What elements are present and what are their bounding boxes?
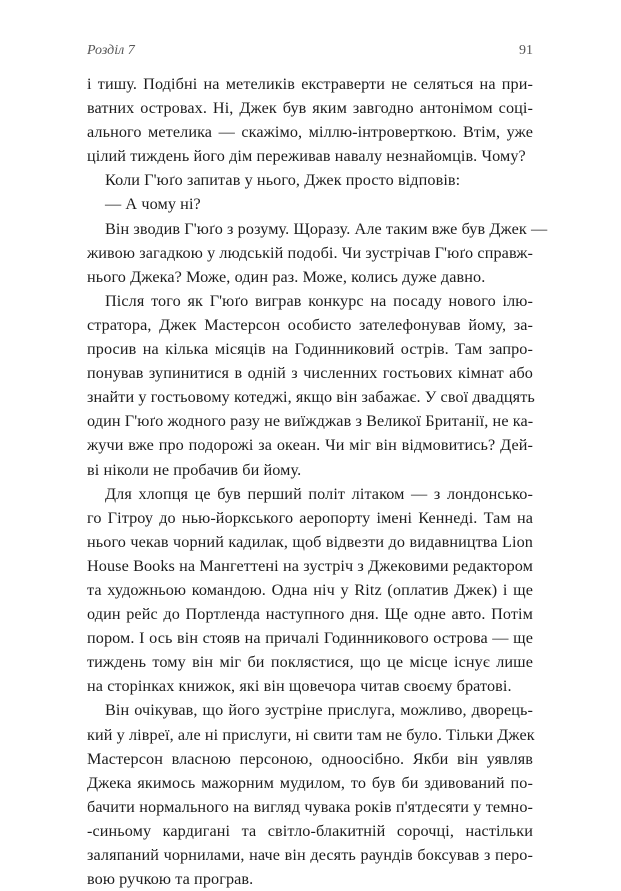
text-line: і тишу. Подібні на метеликів екстраверти не селяться на при-	[87, 75, 533, 93]
text-line: — А чому ні?	[105, 195, 201, 214]
text-line: заляпаний чорнилами, наче він десять раундів боксував з перо-	[87, 846, 533, 864]
text-line: Джека якимось мажорним мудилом, то був би здивований по-	[87, 773, 533, 792]
text-line: знайти у гостьовому котеджі, якщо він забажає. У свої двадцять	[87, 388, 535, 407]
text-line: на сторінках книжок, які він щовечора читав своєму братові.	[87, 677, 512, 696]
text-line: понував зупинитися в одній з численних гостьових кімнат або	[87, 364, 533, 383]
text-line: один рейс до Портленда наступного дня. Ще одне авто. Потім	[87, 605, 533, 624]
text-line: ві ніколи не пробачив би йому.	[87, 460, 302, 479]
text-line: бачити нормального на вигляд чувака років п'ятдесяти у темно-	[87, 797, 533, 816]
text-line: Мастерсон власною персоною, одноосібно. Якби він уявляв	[87, 749, 533, 768]
text-line: House Books на Мангеттені на зустріч з Джековими редактором	[87, 556, 533, 575]
text-line: ального метелика — скажімо, міллю-інтроверткою. Втім, уже	[87, 123, 533, 142]
text-line: один Г'юґо жодного разу не виїжджав з Великої Британії, не ка-	[87, 412, 534, 431]
text-line: нього чекав чорний кадилак, щоб відвезти до видавництва Lion	[87, 532, 533, 551]
text-line: жучи вже про подорожі за океан. Чи міг він відмовитись? Дей-	[87, 436, 533, 455]
text-line: та художньою командою. Одна ніч у Ritz (оплатив Джек) і ще	[87, 580, 533, 599]
text-line: нього Джека? Може, один раз. Може, колись дуже давно.	[87, 267, 486, 286]
text-line: -синьому кардигані та світло-блакитній сорочці, настільки	[87, 821, 533, 840]
body-text	[87, 72, 548, 891]
text-line: Він зводив Г'юґо з розуму. Щоразу. Але таким вже був Джек —	[105, 219, 548, 238]
text-line: Коли Г'юґо запитав у нього, Джек просто відповів:	[105, 171, 461, 190]
text-line: цілий тиждень його дім переживав навалу незнайомців. Чому?	[87, 147, 526, 166]
text-line: просив на кілька місяців на Годинниковий острів. Там запро-	[87, 340, 533, 359]
text-line: живою загадкою у людській подобі. Чи зустрічав Г'юґо справж-	[87, 243, 533, 262]
text-line: пором. І ось він стояв на причалі Годинникового острова — ще	[87, 629, 533, 648]
running-head	[87, 43, 533, 63]
text-line: Для хлопця це був перший політ літаком — з лондонсько-	[105, 484, 533, 503]
text-line: вою ручкою та програв.	[87, 870, 254, 889]
text-line: Після того як Г'юґо виграв конкурс на посаду нового ілю-	[105, 291, 533, 310]
text-line: стратора, Джек Мастерсон особисто зателефонував йому, за-	[87, 315, 533, 334]
text-line: Він очікував, що його зустріне прислуга, можливо, дворець-	[105, 701, 533, 720]
chapter-label: Розділ 7	[87, 43, 135, 58]
text-line: го Гітроу до нью-йоркського аеропорту імені Кеннеді. Там на	[87, 508, 533, 527]
text-line: ватних островах. Ні, Джек був яким завгодно антонімом соці-	[87, 99, 533, 118]
page-number: 91	[519, 43, 533, 58]
text-line: тиждень тому він міг би поклястися, що це місце існує лише	[87, 653, 533, 672]
text-line: кий у лівреї, але ні прислуги, ні свити там не було. Тільки Джек	[87, 725, 535, 744]
